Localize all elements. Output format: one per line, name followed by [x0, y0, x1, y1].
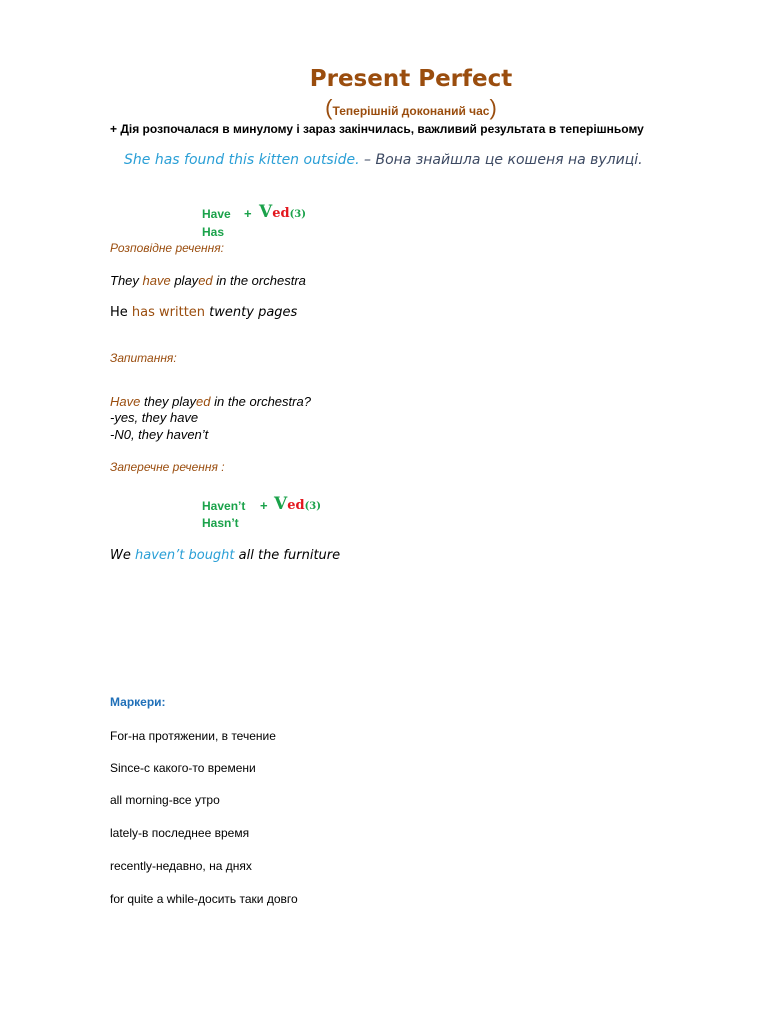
- formula-has: Has: [202, 225, 225, 239]
- s2-start: He: [110, 305, 132, 320]
- rule-description: + Дія розпочалася в минулому і зараз закінчилась, важливий результата в теперішньому: [110, 122, 644, 136]
- s1-rest: in the orchestra: [212, 273, 306, 288]
- page-title: Present Perfect: [309, 66, 513, 92]
- q-rest: in the orchestra?: [210, 394, 311, 409]
- neg-formula-v: V: [274, 494, 288, 514]
- s2-aux: has written: [131, 305, 206, 320]
- s1-start: They: [110, 273, 143, 288]
- q-aux: Have: [110, 394, 141, 409]
- formula-have: Have: [202, 207, 231, 221]
- answer-no: -N0, they haven’t: [110, 427, 209, 442]
- neg-formula-hasnt: Hasn’t: [202, 516, 239, 530]
- formula-verb: [259, 204, 306, 221]
- neg-formula-plus: +: [260, 498, 268, 513]
- marker-item: For-на протяжении, в течение: [110, 729, 276, 743]
- s1-aux: have: [142, 273, 171, 288]
- formula-form: (3): [289, 209, 306, 220]
- neg-formula-verb: [274, 496, 321, 513]
- negative-sentence: [110, 549, 340, 562]
- s2-rest: twenty pages: [205, 305, 298, 320]
- question-sentence: [110, 395, 311, 408]
- marker-item: Since-с какого-то времени: [110, 761, 256, 775]
- affirmative-sentence-2: [110, 306, 297, 319]
- example-ukrainian: Вона знайшла це кошеня на вулиці.: [375, 152, 643, 168]
- subtitle: [0, 97, 768, 119]
- marker-item: all morning-все утро: [110, 793, 220, 807]
- subtitle-open-paren: (: [325, 95, 333, 120]
- subtitle-close-paren: ): [489, 95, 497, 120]
- answer-yes: -yes, they have: [110, 410, 199, 425]
- affirmative-label: Розповідне речення:: [110, 241, 224, 255]
- negative-label: Заперечне речення :: [110, 460, 225, 474]
- neg-formula-havent: Haven’t: [202, 499, 246, 513]
- formula-ed: ed: [272, 206, 290, 221]
- s1-verb: play: [170, 273, 199, 288]
- neg-start: We: [110, 548, 135, 563]
- example-sentence: [124, 153, 643, 167]
- neg-aux: haven’t bought: [134, 548, 235, 563]
- marker-item: lately-в последнее время: [110, 826, 250, 840]
- neg-rest: all the furniture: [234, 548, 341, 563]
- marker-item: recently-недавно, на днях: [110, 859, 252, 873]
- formula-plus: +: [244, 206, 252, 221]
- markers-label: Маркери:: [110, 695, 166, 709]
- s1-suffix: ed: [198, 273, 213, 288]
- subtitle-text: Теперішній доконаний час: [332, 104, 490, 118]
- example-english: She has found this kitten outside.: [124, 152, 360, 168]
- neg-formula-ed: ed: [287, 498, 305, 513]
- example-dash: –: [359, 152, 376, 168]
- marker-item: for quite a while-досить таки довго: [110, 892, 298, 906]
- q-middle: they play: [140, 394, 197, 409]
- question-label: Запитання:: [110, 351, 177, 365]
- neg-formula-form: (3): [304, 501, 321, 512]
- q-suffix: ed: [196, 394, 211, 409]
- affirmative-sentence-1: [110, 274, 306, 287]
- formula-v: V: [259, 202, 273, 222]
